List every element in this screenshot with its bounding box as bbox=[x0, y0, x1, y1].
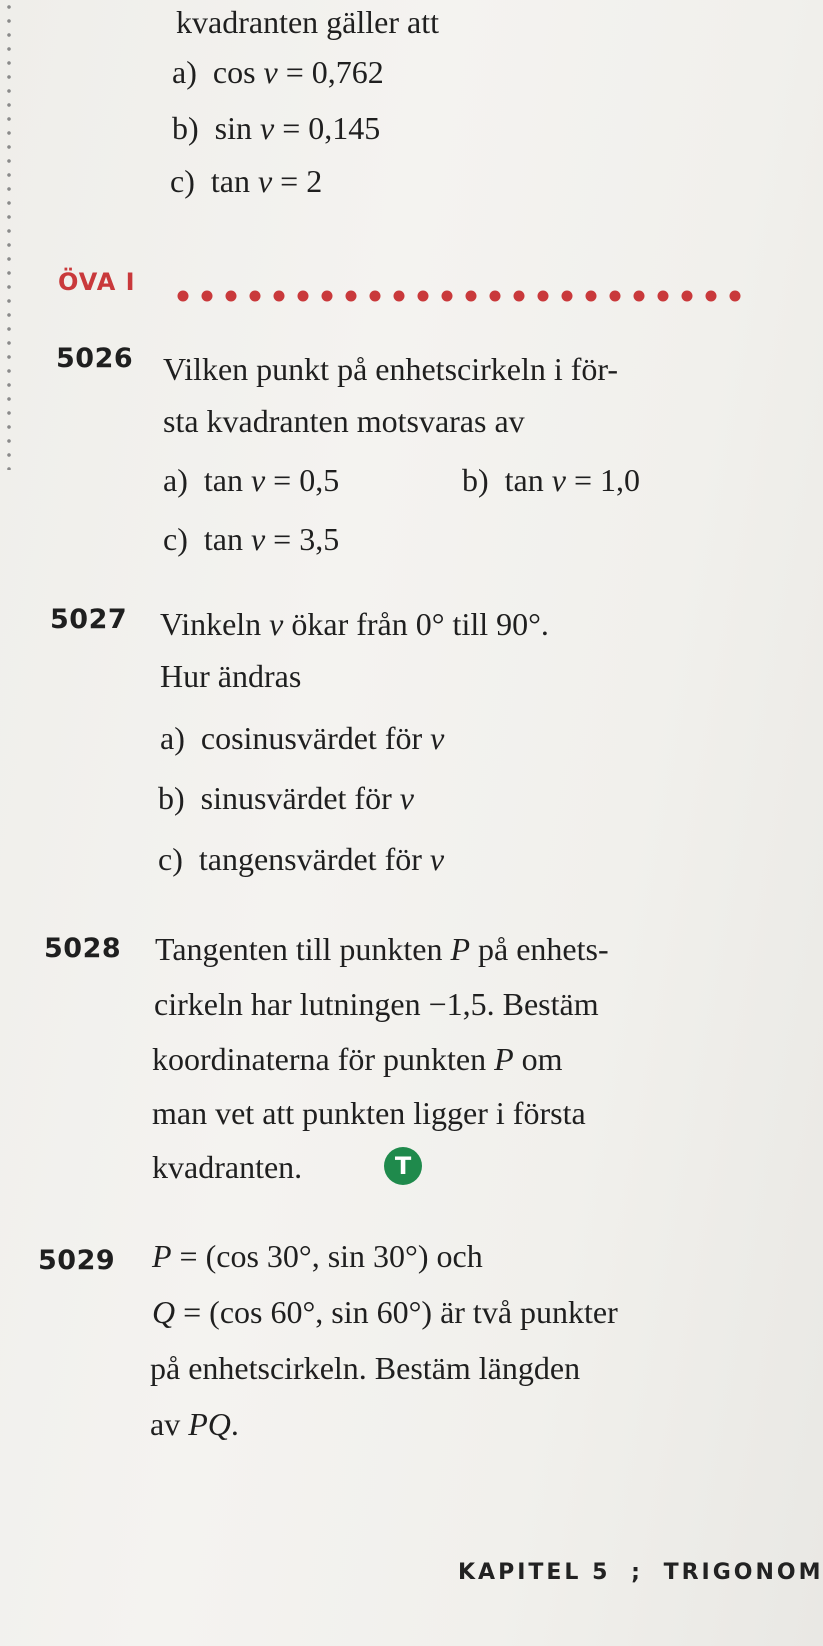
variable: v bbox=[269, 606, 284, 642]
text: sinusvärdet för bbox=[200, 780, 400, 816]
item-label: a) bbox=[163, 462, 188, 498]
intro-top-line: kvadranten gäller att bbox=[176, 4, 439, 40]
problem-5026-item-c bbox=[163, 523, 339, 555]
text: tangensvärdet för bbox=[198, 841, 430, 877]
equation-rest: = 3,5 bbox=[265, 521, 340, 557]
function-name: tan bbox=[203, 521, 243, 557]
footer-separator: ; bbox=[631, 1560, 643, 1585]
text: av bbox=[150, 1406, 189, 1442]
problem-5028-line-3 bbox=[152, 1043, 563, 1075]
variable: v bbox=[263, 54, 278, 90]
variable: v bbox=[250, 521, 266, 557]
section-divider-dots bbox=[175, 286, 755, 306]
variable: PQ bbox=[188, 1406, 231, 1442]
function-name: cos bbox=[212, 54, 256, 90]
text: om bbox=[513, 1041, 563, 1077]
problem-5029-line-4 bbox=[150, 1408, 239, 1440]
intro-item-a bbox=[172, 56, 384, 88]
problem-5027-line-1 bbox=[160, 608, 549, 640]
problem-5028-line-4: man vet att punkten ligger i första bbox=[152, 1095, 586, 1131]
text: Tangenten till punkten bbox=[155, 931, 451, 967]
text: = (cos 30°, sin 30°) och bbox=[171, 1238, 483, 1274]
problem-number-5027: 5027 bbox=[50, 604, 128, 635]
problem-5026-line-1: Vilken punkt på enhetscirkeln i för- bbox=[163, 351, 619, 387]
problem-5026-item-a bbox=[163, 464, 339, 496]
equation-rest: = 0,762 bbox=[277, 54, 384, 90]
problem-5028-line-5: kvadranten. bbox=[152, 1149, 303, 1185]
text: cosinusvärdet för bbox=[200, 720, 431, 756]
variable: v bbox=[430, 720, 445, 756]
problem-5028-line-2: cirkeln har lutningen −1,5. Bestäm bbox=[154, 986, 599, 1022]
problem-5026-item-b bbox=[462, 464, 640, 496]
variable: v bbox=[429, 841, 445, 877]
item-label: c) bbox=[158, 841, 183, 877]
text: Vinkeln bbox=[160, 606, 270, 642]
footer-chapter: KAPITEL 5 bbox=[458, 1560, 611, 1585]
problem-5029-line-2 bbox=[152, 1296, 618, 1328]
item-label: a) bbox=[160, 720, 185, 756]
problem-5027-item-c bbox=[158, 843, 444, 875]
problem-5027-item-b bbox=[158, 782, 414, 814]
problem-number-5026: 5026 bbox=[56, 343, 134, 374]
variable: P bbox=[494, 1041, 514, 1077]
item-label: b) bbox=[158, 780, 185, 816]
text: ökar från 0° till 90°. bbox=[283, 606, 549, 642]
problem-number-5028: 5028 bbox=[44, 933, 122, 964]
item-label: b) bbox=[462, 462, 489, 498]
variable: P bbox=[152, 1238, 172, 1274]
page-edge-dots bbox=[6, 0, 12, 470]
problem-5029-line-3: på enhetscirkeln. Bestäm längden bbox=[150, 1350, 581, 1386]
variable: P bbox=[450, 931, 471, 967]
equation-rest: = 0,145 bbox=[274, 110, 381, 146]
intro-item-c bbox=[170, 165, 322, 197]
variable: v bbox=[250, 462, 266, 498]
text: på enhets- bbox=[470, 931, 609, 967]
text: koordinaterna för punkten bbox=[152, 1041, 495, 1077]
item-label: a) bbox=[172, 54, 197, 90]
item-label: b) bbox=[172, 110, 199, 146]
function-name: sin bbox=[214, 110, 252, 146]
section-title: ÖVA I bbox=[58, 268, 136, 296]
equation-rest: = 2 bbox=[272, 163, 323, 199]
function-name: tan bbox=[504, 462, 544, 498]
function-name: tan bbox=[210, 163, 250, 199]
variable: v bbox=[551, 462, 566, 498]
problem-5027-item-a bbox=[160, 722, 444, 754]
intro-item-b bbox=[172, 112, 380, 144]
problem-5028-line-1 bbox=[155, 933, 609, 965]
variable: v bbox=[399, 780, 414, 816]
function-name: tan bbox=[203, 462, 243, 498]
text: . bbox=[230, 1406, 239, 1442]
footer bbox=[458, 1560, 823, 1585]
variable: Q bbox=[152, 1294, 176, 1330]
problem-5029-line-1 bbox=[152, 1240, 483, 1272]
problem-5027-line-2: Hur ändras bbox=[160, 658, 302, 694]
equation-rest: = 0,5 bbox=[265, 462, 340, 498]
variable: v bbox=[260, 110, 275, 146]
footer-topic: TRIGONOM bbox=[663, 1560, 823, 1585]
item-label: c) bbox=[170, 163, 195, 199]
problem-5026-line-2: sta kvadranten motsvaras av bbox=[163, 403, 525, 439]
text: = (cos 60°, sin 60°) är två punkter bbox=[175, 1294, 618, 1330]
item-label: c) bbox=[163, 521, 188, 557]
problem-number-5029: 5029 bbox=[38, 1245, 116, 1276]
variable: v bbox=[257, 163, 273, 199]
technology-badge-icon: T bbox=[384, 1147, 422, 1185]
equation-rest: = 1,0 bbox=[565, 462, 640, 498]
